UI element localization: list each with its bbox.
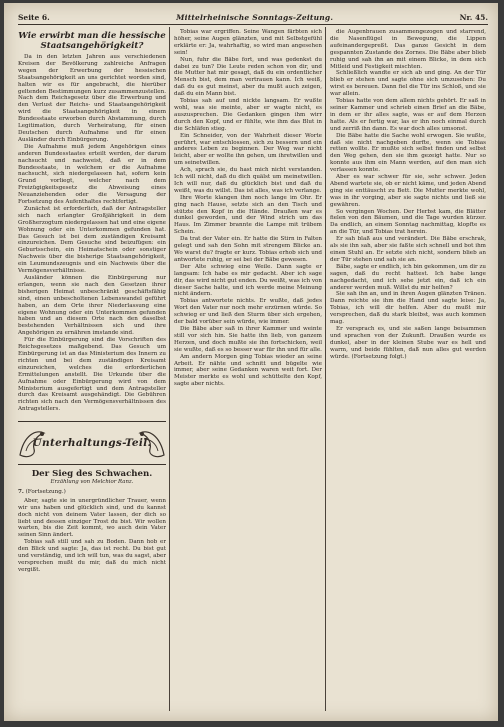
- story-continuation: [18, 489, 166, 496]
- story-paragraph: Tobias saß still und sah zu Boden. Dann hob er den Blick und sagte: Ja, das ist recht. Du bist gut und verständig, und ich will tun, was du sagst, aber versprechen mußt du mir, daß du mich nicht vergißt.: [18, 539, 166, 573]
- ornament-scroll-icon: [136, 425, 166, 461]
- story-paragraph: Er sah blaß aus und verändert. Die Bäbe erschrak, als sie ihn sah, aber sie faßte sich schnell und bot ihm einen Stuhl an. Er setzte sich nicht, sondern blieb an der Tür stehen und sah sie an.: [330, 236, 486, 263]
- story-paragraph: Tobias war ergriffen. Seine Wangen färbten sich höher, seine Augen glänzten, und mit Selbstgefühl erklärte er: Ja, wahrhaftig, so wird man angesehen sein!: [174, 29, 322, 56]
- issue-number: Nr. 45.: [459, 12, 488, 22]
- story-paragraph: Am andern Morgen ging Tobias wieder an seine Arbeit. Er nähte und schnitt und bügelte wie immer, aber seine Gedanken waren weit fort. Der Meister merkte es wohl und schüttelte den Kopf, sagte aber nichts.: [174, 353, 322, 388]
- story-paragraph: Die Bäbe aber saß in ihrer Kammer und weinte still vor sich hin. Sie hatte ihn lieb, von ganzem Herzen, und doch mußte sie ihn fortschicken, weil sie wußte, daß es so besser war für ihn und für alle.: [174, 325, 322, 353]
- page-header: [18, 11, 488, 23]
- newspaper-page: [4, 3, 498, 721]
- page-number: Seite 6.: [18, 12, 50, 22]
- story-paragraph: Ach, sprach sie, du hast mich nicht verstanden. Ich will nicht, daß du dich quälst um meinetwillen. Ich will nur, daß du glücklich bist und daß du weißt, was du willst. Das ist alles, was ich verlange.: [174, 167, 322, 194]
- header-rule: [18, 24, 488, 25]
- story-paragraph: Nun, fuhr die Bäbe fort, und was gedenkst du dabei zu tun? Die Leute reden schon von dir, und die Mutter hat mir gesagt, daß du ein ordentlicher Mensch bist, dem man vertrauen kann. Ich weiß, daß du es gut meinst, aber du mußt auch zeigen, daß du ein Mann bist.: [174, 56, 322, 98]
- column-3: [330, 29, 486, 713]
- story-paragraph: Aber es war schwer für sie, sehr schwer. Jeden Abend wartete sie, ob er nicht käme, und jeden Abend ging sie enttäuscht zu Bett. Die Mutter merkte wohl, was in ihr vorging, aber sie sagte nichts und ließ sie gewähren.: [330, 174, 486, 208]
- column-2: [174, 29, 322, 713]
- ornament-scroll-icon: [18, 425, 48, 461]
- story-title: Der Sieg des Schwachen.: [31, 469, 153, 480]
- story-paragraph: Tobias sah auf und nickte langsam. Er wußte wohl, was sie meinte, aber er wagte nicht, es auszusprechen. Die Gedanken gingen ihm wirr durch den Kopf, und er fühlte, wie ihm das Blut in die Schläfen stieg.: [174, 98, 322, 132]
- continuation-number: 7.: [18, 488, 24, 495]
- article-paragraph: Ausländer können die Einbürgerung nur erlangen, wenn sie nach den Gesetzen ihrer bisherigen Heimat unbeschränkt geschäftsfähig sind, einen unbescholtenen Lebenswandel geführt haben, an dem Orte ihrer Niederlassung eine eigene Wohnung oder ein Unterkommen gefunden haben und an diesem Orte nach den daselbst bestehenden Verhältnissen sich und ihre Angehörigen zu ernähren imstande sind.: [18, 275, 166, 337]
- article-headline: Wie erwirbt man die hessische Staatsangehörigkeit?: [18, 31, 166, 51]
- article-paragraph: Für die Einbürgerung sind die Vorschriften des Reichsgesetzes maßgebend. Das Gesuch um Einbürgerung ist an das Ministerium des Innern zu richten und bei dem zuständigen Kreisamt einzureichen, welches die erforderlichen Ermittelungen anstellt. Die Urkunde über die Aufnahme oder Einbürgerung wird von dem Ministerium ausgefertigt und dem Antragsteller durch das Kreisamt ausgehändigt. Die Gebühren richten sich nach den Vermögensverhältnissen des Antragstellers.: [18, 337, 166, 413]
- story-paragraph: Tobias antwortete nichts. Er wußte, daß jedes Wort den Vater nur noch mehr erzürnen würde. So schwieg er und ließ den Sturm über sich ergehen, der bald vorüber sein würde, wie immer.: [174, 298, 322, 326]
- feuilleton-banner: [18, 421, 166, 465]
- story-paragraph: Tobias hatte von dem allem nichts gehört. Er saß in seiner Kammer und schrieb einen Brief an die Bäbe, in dem er ihr alles sagte, was er auf dem Herzen hatte. Als er fertig war, las er ihn noch einmal durch und zerriß ihn dann. Es war doch alles umsonst.: [330, 98, 486, 132]
- story-paragraph: Die Bäbe hatte die Sache wohl erwogen. Sie wußte, daß sie nicht nachgeben durfte, wenn sie Tobias retten wollte. Er mußte sich selbst finden und selbst den Weg gehen, den sie ihm gezeigt hatte. Nur so konnte aus ihm ein Mann werden, auf den man sich verlassen konnte.: [330, 132, 486, 174]
- column-divider: [325, 27, 326, 711]
- newspaper-title: Mittelrheinische Sonntags-Zeitung.: [176, 12, 334, 22]
- story-paragraph: Ein Schneider, von der Wahrheit dieser Worte gerührt, war entschlossen, sich zu bessern und ein anderes Leben zu beginnen. Der Weg war nicht leicht, aber er wollte ihn gehen, um ihretwillen und um seinetwillen.: [174, 132, 322, 167]
- article-paragraph: Da in den letzten Jahren aus verschiedenen Kreisen der Bevölkerung zahlreiche Anfragen wegen der Erwerbung der hessischen Staatsangehörigkeit an uns gerichtet worden sind, halten wir es für angebracht, die hierüber geltenden Bestimmungen kurz zusammenzustellen. Nach dem Reichsgesetz über die Erwerbung und den Verlust der Reichs- und Staatsangehörigkeit wird die Staatsangehörigkeit in einem Bundesstaate erworben durch Abstammung, durch Legitimation, durch Verheiratung, für einen Deutschen durch Aufnahme und für einen Ausländer durch Einbürgerung.: [18, 54, 166, 143]
- column-1: [18, 29, 166, 713]
- article-paragraph: Die Aufnahme muß jedem Angehörigen eines anderen Bundesstaates erteilt werden, der darum nachsucht und nachweist, daß er in dem Bundesstaate, in welchem er die Aufnahme nachsucht, sich niedergelassen hat, sofern kein Grund vorliegt, welcher nach dem Freizügigkeitsgesetz die Abweisung eines Neuanziehenden oder die Versagung der Fortsetzung des Aufenthaltes rechtfertigt.: [18, 143, 166, 206]
- story-paragraph: Ihre Worte klangen ihm noch lange im Ohr. Er ging nach Hause, setzte sich an den Tisch und stützte den Kopf in die Hände. Draußen war es dunkel geworden, und der Wind strich um das Haus. Im Zimmer brannte die Lampe mit trübem Schein.: [174, 194, 322, 236]
- story-paragraph: Er versprach es, und sie saßen lange beisammen und sprachen von der Zukunft. Draußen wurde es dunkel, aber in der kleinen Stube war es hell und warm, und beide fühlten, daß nun alles gut werden würde. (Fortsetzung folgt.): [330, 325, 486, 360]
- story-paragraph: die Augenbrauen zusammengezogen und starrend, die Nasenflügel in Bewegung, die Lippen aufeinandergepreßt. Das ganze Gesicht in dem gespannten Zustande des Zornes. Die Bäbe aber blieb ruhig und sah ihn an mit einem Blicke, in dem sich Mitleid und Festigkeit mischten.: [330, 29, 486, 70]
- column-divider: [169, 27, 170, 711]
- story-paragraph: So vergingen Wochen. Der Herbst kam, die Blätter fielen von den Bäumen, und die Tage wurden kürzer. Da endlich, an einem Sonntag nachmittag, klopfte es an die Tür, und Tobias trat herein.: [330, 208, 486, 236]
- story-author: Erzählung von Melchior Ranz.: [50, 479, 134, 486]
- article-paragraph: Zunächst ist erforderlich, daß der Antragsteller sich nach erlangter Großjährigkeit in dem Großherzogtum niedergelassen hat und eine eigene Wohnung oder ein Unterkommen gefunden hat. Das Gesuch ist bei dem zuständigen Kreisamt einzureichen. Dem Gesuche sind beizufügen: ein Geburtsschein, ein Heimatschein oder sonstiger Nachweis über die bisherige Staatsangehörigkeit, ein Leumundszeugnis und ein Nachweis über die Vermögensverhältnisse.: [18, 205, 166, 275]
- story-paragraph: Schließlich wandte er sich ab und ging. An der Tür blieb er stehen und sagte ohne sich umzusehen: Du wirst es bereuen. Dann fiel die Tür ins Schloß, und sie war allein.: [330, 70, 486, 98]
- story-paragraph: Sie sah ihn an, und in ihren Augen glänzten Tränen. Dann reichte sie ihm die Hand und sagte leise: Ja, Tobias, ich will dir helfen. Aber du mußt mir versprechen, daß du stark bleibst, was auch kommen mag.: [330, 291, 486, 326]
- story-paragraph: Aber, sagte sie in unergründlicher Trauer, wenn wir uns haben und glücklich sind, und du kannst doch nicht von deinem Vater lassen, der dich so liebt und dessen einziger Trost du bist. Wir wollen warten, bis die Zeit kommt, wo auch dein Vater seinen Sinn ändert.: [18, 497, 166, 539]
- story-paragraph: Der Alte schwieg eine Weile. Dann sagte er langsam: Ich habe es mir gedacht. Aber ich sage dir, das wird nicht gut enden. Du weißt, was ich von dieser Sache halte, und ich werde meine Meinung nicht ändern.: [174, 263, 322, 298]
- story-paragraph: Da trat der Vater ein. Er hatte die Stirn in Falten gelegt und sah den Sohn mit strengem Blicke an. Wo warst du? fragte er kurz. Tobias erhob sich und antwortete ruhig, er sei bei der Bäbe gewesen.: [174, 236, 322, 263]
- section-title: Unterhaltungs-Teil.: [32, 436, 152, 449]
- story-paragraph: Bäbe, sagte er endlich, ich bin gekommen, um dir zu sagen, daß du recht hattest. Ich habe lange nachgedacht, und ich sehe jetzt ein, daß ich ein anderer werden muß. Willst du mir helfen?: [330, 263, 486, 291]
- continuation-note: (Fortsetzung.): [25, 488, 66, 495]
